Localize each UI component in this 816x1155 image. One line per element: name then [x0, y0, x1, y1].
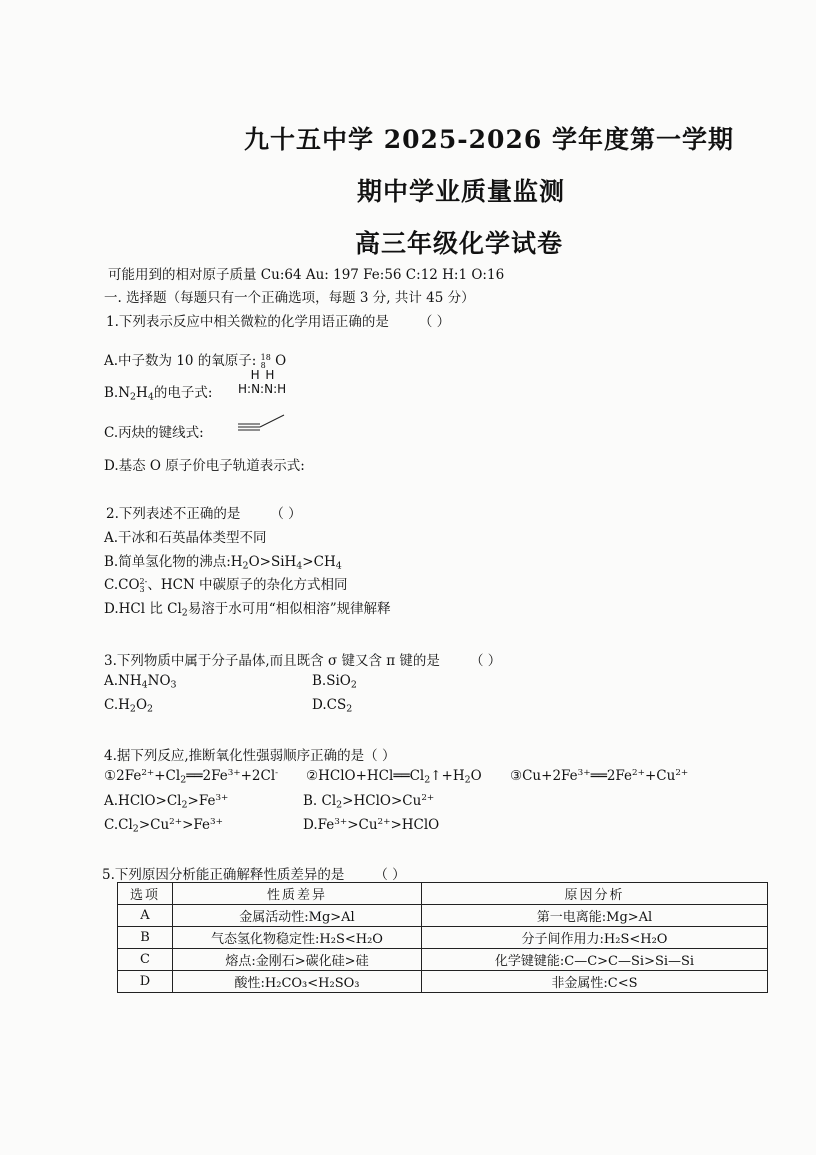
- section-heading: 一. 选择题（每题只有一个正确选项，每题 3 分, 共计 45 分）: [104, 290, 475, 306]
- q2-option-d: D.HCl 比 $Cl_2$易溶于水可用“相似相溶”规律解释: [104, 601, 391, 619]
- table-cell: D: [118, 971, 173, 993]
- q4-stem: 4.据下列反应,推断氧化性强弱顺序正确的是（ ）: [104, 748, 396, 764]
- table-cell: B: [118, 927, 173, 949]
- q2-option-c: C.CO 2- 3 、HCN 中碳原子的杂化方式相同: [104, 576, 348, 594]
- table-cell: 化学键键能:C—C>C—Si>Si—Si: [422, 949, 768, 971]
- q4-reaction-1: $①2Fe^{2+}+Cl_2══2Fe^{3+}+2Cl^-$: [104, 768, 279, 786]
- table-cell: 第一电离能:Mg>Al: [422, 905, 768, 927]
- exam-title-subject: 高三年级化学试卷: [355, 229, 564, 258]
- table-header-reason: 原因分析: [422, 883, 768, 905]
- table-header-row: [118, 883, 768, 905]
- propyne-skeletal-formula: [236, 411, 288, 435]
- atomic-masses-line: 可能用到的相对原子质量 Cu:64 Au: 197 Fe:56 C:12 H:1 O:16: [108, 267, 505, 283]
- table-row: [118, 971, 768, 993]
- table-cell: 分子间作用力:H₂S<H₂O: [422, 927, 768, 949]
- q2-option-b: B.简单氢化物的沸点$:H_2O>SiH_4>CH_4$: [104, 554, 342, 572]
- q1-option-c: C.丙炔的键线式:: [104, 425, 204, 441]
- q3-option-c: $C.H_2O_2$: [104, 697, 154, 715]
- table-cell: 酸性:H₂CO₃<H₂SO₃: [173, 971, 422, 993]
- lewis-main-row: H:N:N:H: [238, 382, 287, 396]
- q3-stem: 3.下列物质中属于分子晶体,而且既含 σ 键又含 π 键的是 （ ）: [104, 653, 502, 669]
- table-row: [118, 927, 768, 949]
- table-header-option: 选项: [118, 883, 173, 905]
- q3-option-d: $D.CS_2$: [312, 697, 353, 715]
- q4-option-d: $D.Fe^{3+}>Cu^{2+}>HClO$: [303, 817, 440, 833]
- q5-table: [117, 882, 768, 993]
- table-cell: 熔点:金刚石>碳化硅>硅: [173, 949, 422, 971]
- q4-option-a: $A.HClO>Cl_2>Fe^{3+}$: [104, 793, 229, 811]
- lewis-top-h: H H: [250, 368, 276, 382]
- q4-reaction-2: $②HClO+HCl══Cl_2↑+H_2O$: [306, 768, 482, 786]
- table-row: [118, 905, 768, 927]
- table-header-property: 性质差异: [173, 883, 422, 905]
- q5-stem: 5.下列原因分析能正确解释性质差异的是 （ ）: [102, 867, 406, 883]
- q1-option-b: $B.N_2H_4$的电子式:: [104, 385, 213, 403]
- q4-option-b: B. $Cl_2>HClO>Cu^{2+}$: [303, 793, 435, 811]
- q4-reaction-3: $③Cu+2Fe^{3+}══2Fe^{2+}+Cu^{2+}$: [510, 768, 689, 784]
- n2h4-electron-formula: [238, 368, 304, 404]
- q2-option-a: A.干冰和石英晶体类型不同: [104, 530, 267, 546]
- exam-title-school: 九十五中学 2025-2026 学年度第一学期: [244, 125, 734, 154]
- q4-option-c: $C.Cl_2>Cu^{2+}>Fe^{3+}$: [104, 817, 223, 835]
- table-cell: C: [118, 949, 173, 971]
- table-cell: 非金属性:C<S: [422, 971, 768, 993]
- table-cell: 气态氢化物稳定性:H₂S<H₂O: [173, 927, 422, 949]
- q1-option-d: D.基态 O 原子价电子轨道表示式:: [104, 458, 305, 474]
- table-row: [118, 949, 768, 971]
- q3-option-b: B.SiO$_2$: [312, 673, 357, 691]
- q3-option-a: $A.NH_4NO_3$: [104, 673, 177, 691]
- exam-title-monitor: 期中学业质量监测: [357, 177, 566, 206]
- isotope-notation: 18 8: [260, 352, 271, 370]
- q1-stem: 1.下列表示反应中相关微粒的化学用语正确的是 （ ）: [106, 314, 451, 330]
- q2-stem: 2.下列表述不正确的是 （ ）: [106, 506, 302, 522]
- q1-option-a: A.中子数为 10 的氧原子: 18 8 O: [104, 352, 287, 370]
- table-cell: A: [118, 905, 173, 927]
- table-cell: 金属活动性:Mg>Al: [173, 905, 422, 927]
